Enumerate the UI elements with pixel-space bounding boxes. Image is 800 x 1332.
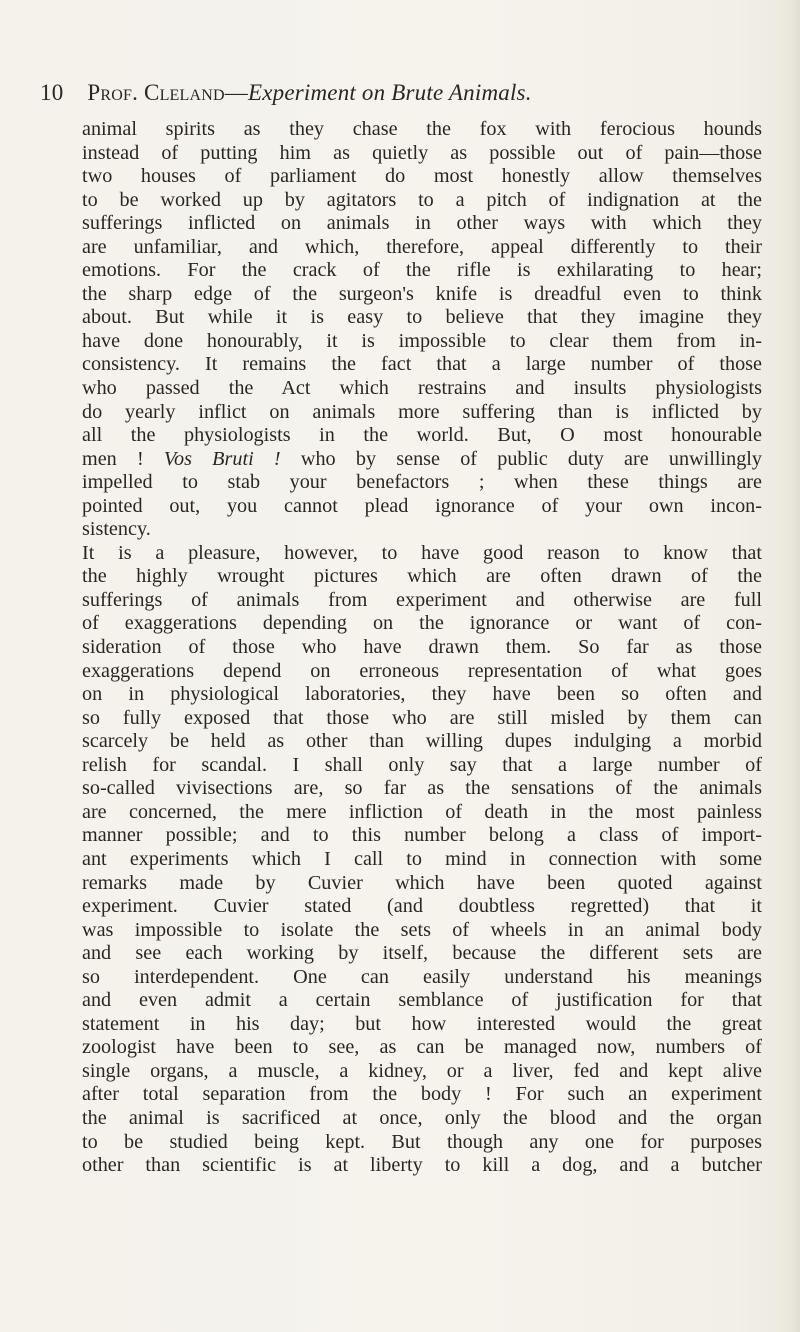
text-segment: the animal is sacrificed at once, only the blood and the organ: [82, 1106, 762, 1129]
text-line: [82, 707, 762, 731]
text-line: [82, 754, 762, 778]
text-segment: have done honourably, it is impossible to clear them from in-: [82, 329, 762, 352]
text-line: [82, 589, 762, 613]
text-line: [82, 283, 762, 307]
text-line: [82, 259, 762, 283]
text-line: [82, 895, 762, 919]
text-segment: so-called vivisections are, so far as the sensations of the animals: [82, 777, 762, 800]
text-segment: other than scientific is at liberty to kill a dog, and a butcher: [82, 1154, 762, 1177]
text-line: [82, 495, 762, 519]
text-segment: zoologist have been to see, as can be managed now, numbers of: [82, 1036, 762, 1059]
header-separator: —: [224, 80, 248, 105]
header-author: [87, 80, 224, 105]
text-segment: consistency. It remains the fact that a large number of those: [82, 353, 762, 376]
text-line: [82, 824, 762, 848]
text-segment: single organs, a muscle, a kidney, or a liver, fed and kept alive: [82, 1059, 762, 1082]
text-segment: remarks made by Cuvier which have been quoted against: [82, 871, 762, 894]
text-line: [82, 118, 762, 142]
italic-phrase: Vos Bruti !: [163, 447, 281, 470]
text-line: [82, 872, 762, 896]
text-line: [82, 801, 762, 825]
author-prefix: Prof.: [87, 80, 145, 105]
text-segment: the highly wrought pictures which are often drawn of the: [82, 565, 762, 588]
text-segment: so fully exposed that those who are still misled by them can: [82, 706, 762, 729]
text-segment: instead of putting him as quietly as possible out of pain—those: [82, 141, 762, 164]
text-line: [82, 306, 762, 330]
text-segment: exaggerations depend on erroneous representation of what goes: [82, 659, 762, 682]
text-segment: It is a pleasure, however, to have good reason to know that: [82, 541, 762, 564]
text-line: [82, 966, 762, 990]
text-line: [82, 542, 762, 566]
text-segment: statement in his day; but how interested would the great: [82, 1012, 762, 1035]
text-line: [82, 1131, 762, 1155]
text-line: [82, 142, 762, 166]
text-segment: are concerned, the mere infliction of death in the most painless: [82, 800, 762, 823]
text-line: [82, 401, 762, 425]
text-segment: so interdependent. One can easily understand his meanings: [82, 965, 762, 988]
text-line: [82, 612, 762, 636]
page-edge-shadow: [778, 0, 800, 1332]
text-line: [82, 518, 762, 542]
text-segment: experiment. Cuvier stated (and doubtless regretted) that it: [82, 895, 762, 918]
text-segment: the sharp edge of the surgeon's knife is dreadful even to think: [82, 282, 762, 305]
text-line: [82, 330, 762, 354]
text-line: [82, 212, 762, 236]
text-line: [82, 1060, 762, 1084]
text-segment: are unfamiliar, and which, therefore, appeal differently to their: [82, 235, 762, 258]
running-header: [40, 80, 760, 112]
text-segment: all the physiologists in the world. But, O most honourable: [82, 424, 762, 447]
text-segment: was impossible to isolate the sets of wheels in an animal body: [82, 918, 762, 941]
author-name: Cleland: [144, 80, 225, 105]
text-segment: sufferings inflicted on animals in other ways with which they: [82, 212, 762, 235]
text-segment: manner possible; and to this number belong a class of import-: [82, 824, 762, 847]
text-line: [82, 377, 762, 401]
paragraph: [82, 118, 762, 542]
text-line: [82, 683, 762, 707]
text-line: [82, 636, 762, 660]
text-line: [82, 448, 762, 472]
text-line: [82, 236, 762, 260]
text-segment: who passed the Act which restrains and insults physiologists: [82, 377, 762, 400]
text-line: [82, 942, 762, 966]
text-segment: about. But while it is easy to believe that they imagine they: [82, 306, 762, 329]
text-segment: do yearly inflict on animals more suffering than is inflicted by: [82, 400, 762, 423]
text-line: [82, 1154, 762, 1178]
text-segment: pointed out, you cannot plead ignorance of your own incon-: [82, 494, 762, 517]
text-line: [82, 660, 762, 684]
text-line: [82, 424, 762, 448]
text-line: [82, 730, 762, 754]
text-segment: sideration of those who have drawn them. So far as those: [82, 636, 762, 659]
paragraph: [82, 542, 762, 1178]
text-line: [82, 189, 762, 213]
text-segment: to be worked up by agitators to a pitch of indignation at the: [82, 188, 762, 211]
text-line: [82, 1036, 762, 1060]
text-segment: after total separation from the body ! For such an experiment: [82, 1083, 762, 1106]
text-segment: impelled to stab your benefactors ; when these things are: [82, 471, 762, 494]
text-segment: emotions. For the crack of the rifle is exhilarating to hear;: [82, 259, 762, 282]
text-segment: to be studied being kept. But though any one for purposes: [82, 1130, 762, 1153]
text-line: [82, 989, 762, 1013]
text-segment: and see each working by itself, because the different sets are: [82, 942, 762, 965]
text-segment: sufferings of animals from experiment and otherwise are full: [82, 588, 762, 611]
text-segment: and even admit a certain semblance of justification for that: [82, 989, 762, 1012]
text-segment: who by sense of public duty are unwillingly: [280, 447, 762, 470]
text-line: [82, 848, 762, 872]
text-line: [82, 471, 762, 495]
text-line: [82, 1013, 762, 1037]
text-segment: scarcely be held as other than willing dupes indulging a morbid: [82, 730, 762, 753]
text-line: [82, 919, 762, 943]
page-number: 10: [40, 80, 64, 105]
body-text: [82, 118, 762, 1178]
text-line: [82, 1083, 762, 1107]
text-segment: two houses of parliament do most honestly allow themselves: [82, 165, 762, 188]
text-line: [82, 1107, 762, 1131]
text-segment: on in physiological laboratories, they have been so often and: [82, 683, 762, 706]
text-line: [82, 165, 762, 189]
text-segment: of exaggerations depending on the ignorance or want of con-: [82, 612, 762, 635]
header-title: Experiment on Brute Animals.: [247, 80, 532, 105]
text-segment: ant experiments which I call to mind in connection with some: [82, 847, 762, 870]
text-segment: sistency.: [82, 518, 151, 541]
text-line: [82, 777, 762, 801]
text-segment: animal spirits as they chase the fox with ferocious hounds: [82, 118, 762, 140]
text-line: [82, 353, 762, 377]
text-line: [82, 565, 762, 589]
text-segment: relish for scandal. I shall only say that a large number of: [82, 753, 762, 776]
text-segment: men !: [82, 447, 164, 470]
